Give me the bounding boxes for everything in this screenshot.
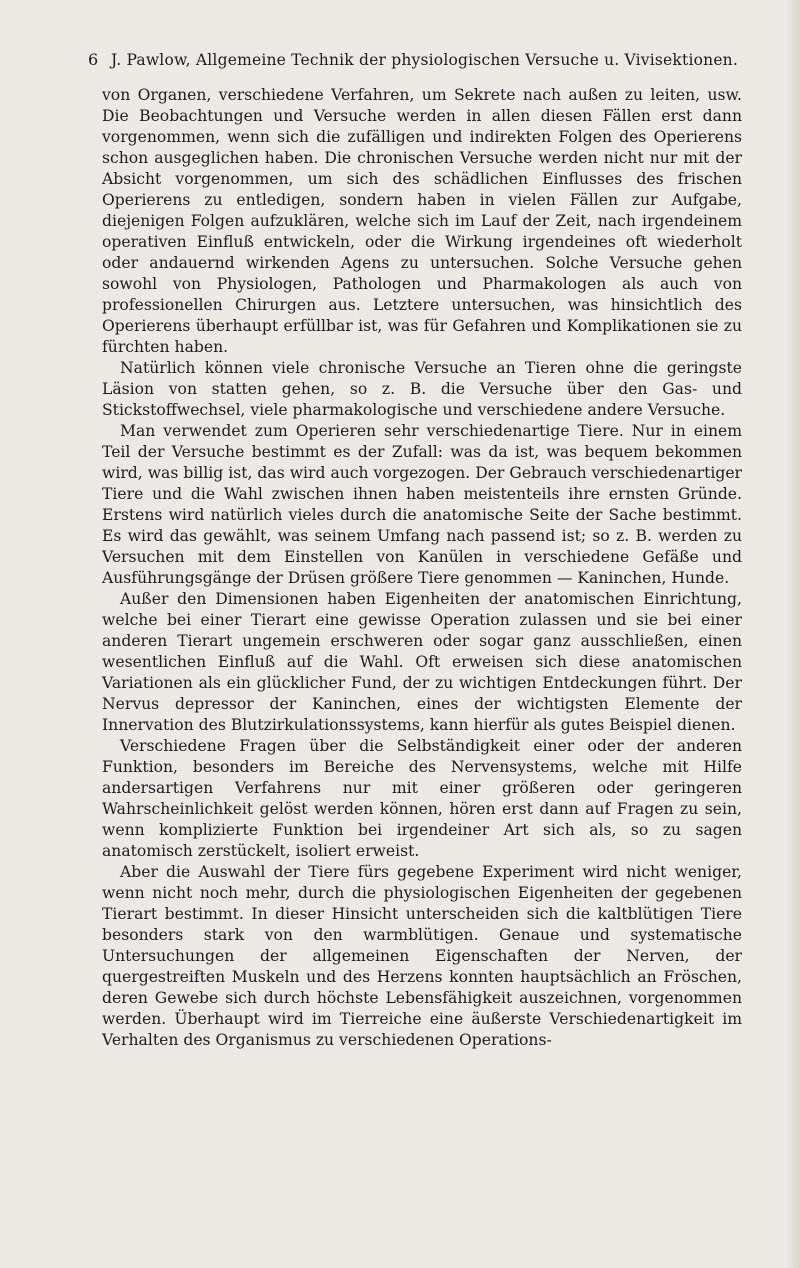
running-header [88, 50, 738, 69]
paragraph: Natürlich können viele chronische Versuche an Tieren ohne die geringste Läsion von statten gehen, so z. B. die Versuche über den Gas- und Stickstoffwechsel, viele pharmakologische und verschiedene andere Versuche. [102, 359, 742, 419]
paragraph: von Organen, verschiedene Verfahren, um Sekrete nach außen zu leiten, usw. Die Beobachtungen und Versuche werden in allen diesen Fällen erst dann vorgenommen, wenn sich die zufälligen und indirekten Folgen des Operierens schon ausgeglichen haben. Die chronischen Versuche werden nicht nur mit der Absicht vorgenommen, um sich des schädlichen Einflusses des frischen Operierens zu entledigen, sondern haben in vielen Fällen zur Aufgabe, diejenigen Folgen aufzuklären, welche sich im Lauf der Zeit, nach irgendeinem operativen Einfluß entwickeln, oder die Wirkung irgendeines oft wiederholt oder andauernd wirkenden Agens zu untersuchen. Solche Versuche gehen sowohl von Physiologen, Pathologen und Pharmakologen als auch von professionellen Chirurgen aus. Letztere untersuchen, was hinsichtlich des Operierens überhaupt erfüllbar ist, was für Gefahren und Komplikationen sie zu fürchten haben. [102, 86, 742, 356]
page-gutter-shadow [786, 0, 800, 1268]
paragraph: Außer den Dimensionen haben Eigenheiten der anatomischen Einrichtung, welche bei einer Tierart eine gewisse Operation zulassen und sie bei einer anderen Tierart ungemein erschweren oder sogar ganz ausschließen, einen wesentlichen Einfluß auf die Wahl. Oft erweisen sich diese anatomischen Variationen als ein glücklicher Fund, der zu wichtigen Entdeckungen führt. Der Nervus depressor der Kaninchen, eines der wichtigsten Elemente der Innervation des Blutzirkulationssystems, kann hierfür als gutes Beispiel dienen. [102, 590, 742, 734]
page-number: 6 [88, 50, 99, 69]
body-text [102, 85, 742, 1051]
running-title: J. Pawlow, Allgemeine Technik der physiologischen Versuche u. Vivisektionen. [110, 51, 738, 69]
paragraph: Verschiedene Fragen über die Selbständigkeit einer oder der anderen Funktion, besonders im Bereiche des Nervensystems, welche mit Hilfe andersartigen Verfahrens nur mit einer größeren oder geringeren Wahrscheinlichkeit gelöst werden können, hören erst dann auf Fragen zu sein, wenn komplizierte Funktion bei irgendeiner Art sich als, so zu sagen anatomisch zerstückelt, isoliert erweist. [102, 737, 742, 860]
paragraph: Aber die Auswahl der Tiere fürs gegebene Experiment wird nicht weniger, wenn nicht noch mehr, durch die physiologischen Eigenheiten der gegebenen Tierart bestimmt. In dieser Hinsicht unterscheiden sich die kaltblütigen Tiere besonders stark von den warmblütigen. Genaue und systematische Untersuchungen der allgemeinen Eigenschaften der Nerven, der quergestreiften Muskeln und des Herzens konnten hauptsächlich an Fröschen, deren Gewebe sich durch höchste Lebensfähigkeit auszeichnen, vorgenommen werden. Überhaupt wird im Tierreiche eine äußerste Verschiedenartigkeit im Verhalten des Organismus zu verschiedenen Operations- [102, 863, 742, 1049]
paragraph: Man verwendet zum Operieren sehr verschiedenartige Tiere. Nur in einem Teil der Versuche bestimmt es der Zufall: was da ist, was bequem bekommen wird, was billig ist, das wird auch vorgezogen. Der Gebrauch verschiedenartiger Tiere und die Wahl zwischen ihnen haben meistenteils ihre ernsten Gründe. Erstens wird natürlich vieles durch die anatomische Seite der Sache bestimmt. Es wird das gewählt, was seinem Umfang nach passend ist; so z. B. werden zu Versuchen mit dem Einstellen von Kanülen in verschiedene Gefäße und Ausführungsgänge der Drüsen größere Tiere genommen — Kaninchen, Hunde. [102, 422, 742, 587]
